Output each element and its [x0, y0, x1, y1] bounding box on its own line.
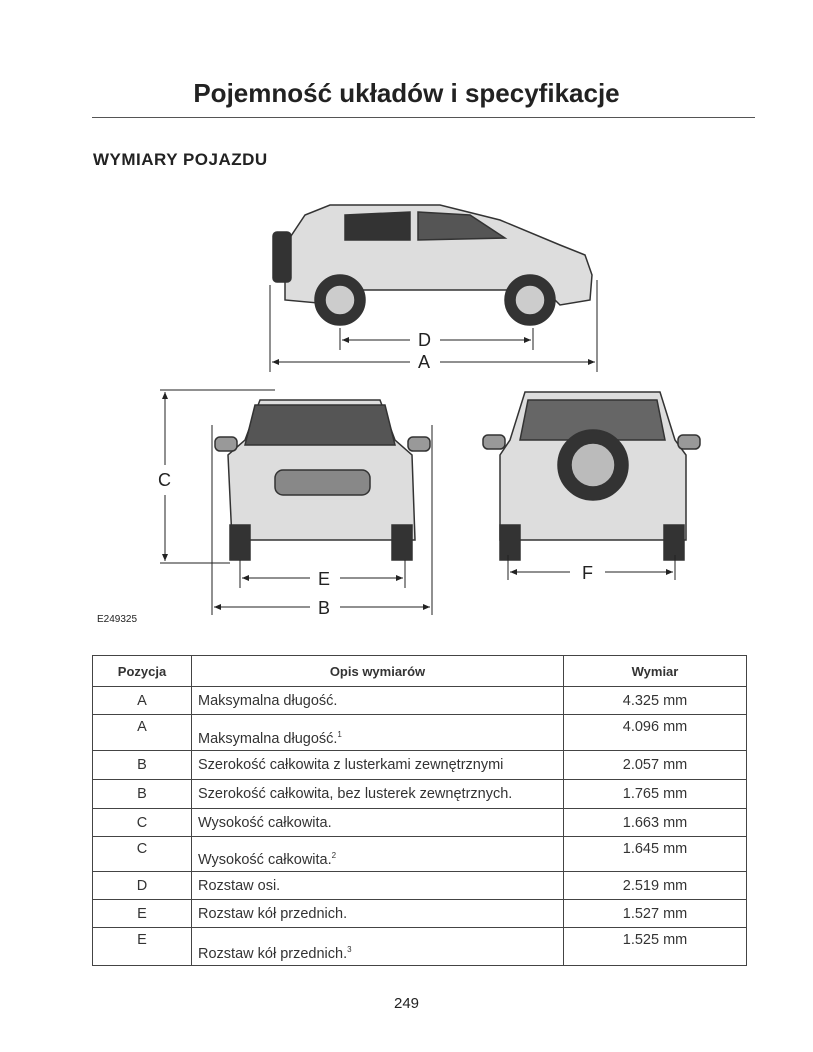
front-view-car — [215, 400, 430, 560]
label-d: D — [418, 330, 431, 350]
cell-description — [192, 900, 564, 928]
table-row — [93, 900, 747, 928]
description-text: Wysokość całkowita. — [198, 852, 332, 868]
figure-code: E249325 — [97, 614, 138, 625]
cell-value: 4.096 mm — [564, 715, 747, 751]
side-view-car — [273, 205, 592, 325]
cell-description — [192, 872, 564, 900]
cell-description — [192, 751, 564, 780]
dimensions-table — [92, 655, 747, 966]
header-description: Opis wymiarów — [192, 656, 564, 687]
cell-position: C — [93, 809, 192, 837]
label-f: F — [582, 563, 593, 583]
description-text: Szerokość całkowita z lusterkami zewnętrznymi — [198, 757, 504, 773]
cell-value: 1.663 mm — [564, 809, 747, 837]
cell-value: 1.765 mm — [564, 780, 747, 809]
cell-position: D — [93, 872, 192, 900]
cell-description — [192, 780, 564, 809]
cell-value: 2.057 mm — [564, 751, 747, 780]
cell-value: 2.519 mm — [564, 872, 747, 900]
cell-description — [192, 809, 564, 837]
description-text: Wysokość całkowita. — [198, 814, 332, 831]
label-a: A — [418, 352, 431, 372]
cell-position: A — [93, 715, 192, 751]
table-row — [93, 809, 747, 837]
table-row — [93, 837, 747, 872]
footnote-ref: 2 — [331, 851, 337, 861]
cell-description — [192, 837, 564, 872]
cell-value: 1.527 mm — [564, 900, 747, 928]
cell-position: E — [93, 900, 192, 928]
section-heading: WYMIARY POJAZDU — [93, 150, 268, 169]
rear-view-car — [483, 392, 700, 560]
table-row — [93, 928, 747, 966]
table-header-row — [93, 656, 747, 687]
cell-position: A — [93, 687, 192, 715]
table-row — [93, 715, 747, 751]
label-b: B — [318, 598, 331, 618]
table-row — [93, 872, 747, 900]
cell-position: B — [93, 751, 192, 780]
description-text: Rozstaw osi. — [198, 877, 281, 894]
table-row — [93, 751, 747, 780]
cell-position: B — [93, 780, 192, 809]
cell-position: C — [93, 837, 192, 872]
description-text: Maksymalna długość. — [198, 692, 338, 709]
cell-value: 4.325 mm — [564, 687, 747, 715]
cell-position: E — [93, 928, 192, 966]
description-text: Rozstaw kół przednich. — [198, 905, 348, 922]
table-row — [93, 687, 747, 715]
cell-value: 1.645 mm — [564, 837, 747, 872]
footnote-ref: 1 — [337, 730, 342, 740]
cell-value: 1.525 mm — [564, 928, 747, 966]
description-text: Maksymalna długość. — [198, 731, 338, 747]
footnote-ref: 3 — [347, 945, 352, 955]
label-e: E — [318, 569, 331, 589]
page-title: Pojemność układów i specyfikacje — [193, 78, 620, 108]
description-text: Rozstaw kół przednich. — [198, 946, 348, 962]
cell-description — [192, 928, 564, 966]
table-row — [93, 780, 747, 809]
header-position: Pozycja — [93, 656, 192, 687]
header-value: Wymiar — [564, 656, 747, 687]
cell-description — [192, 715, 564, 751]
description-text: Szerokość całkowita, bez lusterek zewnętrznych. — [198, 786, 513, 802]
label-c: C — [158, 470, 171, 490]
cell-description — [192, 687, 564, 715]
page-number: 249 — [393, 995, 420, 1012]
